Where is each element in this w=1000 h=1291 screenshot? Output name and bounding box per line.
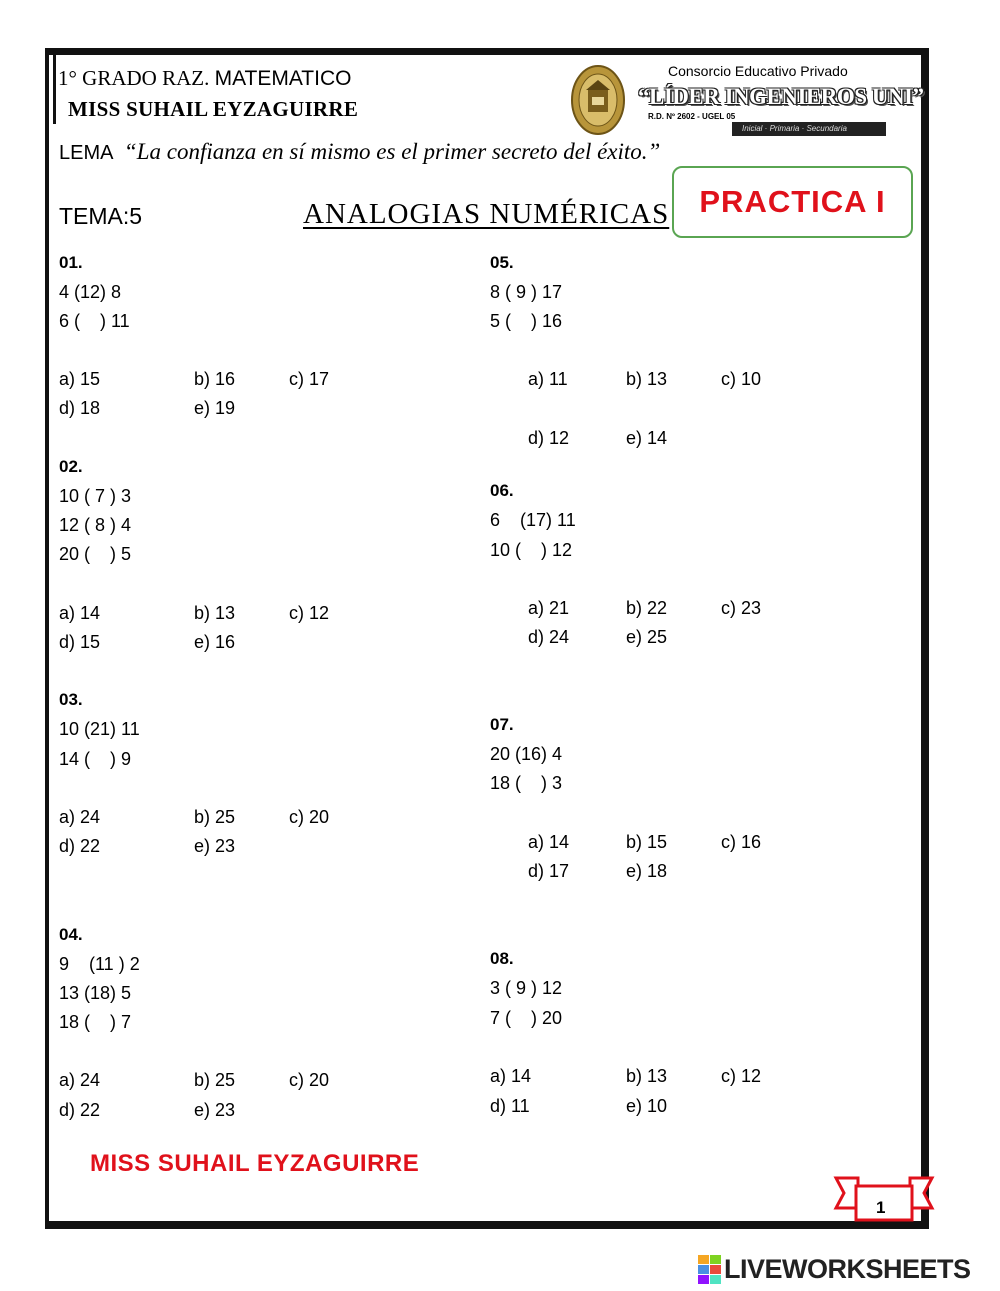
- topic-title: ANALOGIAS NUMÉRICAS: [303, 198, 670, 230]
- problem-line: 10 (21) 11: [59, 719, 140, 739]
- institution-resolution: R.D. Nº 2602 - UGEL 05: [648, 112, 736, 121]
- option-a[interactable]: a) 14: [490, 1066, 532, 1086]
- problem-line: 10 ( ) 12: [490, 540, 573, 560]
- option-c[interactable]: c) 10: [721, 369, 762, 389]
- problem-number: 06.: [490, 481, 514, 500]
- motto-label: LEMA: [59, 142, 113, 164]
- problem-line: 10 ( 7 ) 3: [59, 486, 132, 506]
- option-c[interactable]: c) 12: [721, 1066, 762, 1086]
- motto-quote: “La confianza en sí mismo es el primer secreto del éxito.”: [123, 139, 661, 164]
- footer-author: MISS SUHAIL EYZAGUIRRE: [90, 1150, 420, 1177]
- problem-line: 3 ( 9 ) 12: [490, 978, 563, 998]
- problem-number: 07.: [490, 715, 514, 734]
- option-e[interactable]: e) 16: [194, 632, 236, 652]
- grade-subject: [58, 66, 351, 91]
- liveworksheets-brand[interactable]: LIVEWORKSHEETS: [724, 1254, 971, 1284]
- teacher-name: MISS SUHAIL EYZAGUIRRE: [68, 97, 359, 121]
- option-b[interactable]: b) 22: [626, 598, 668, 618]
- problem-number: 05.: [490, 253, 514, 272]
- option-d[interactable]: d) 22: [59, 836, 101, 856]
- option-b[interactable]: b) 25: [194, 1070, 236, 1090]
- problem-number: 01.: [59, 253, 83, 272]
- page-number-ribbon: [832, 1172, 936, 1224]
- option-b[interactable]: b) 16: [194, 369, 236, 389]
- institution-tagline: Consorcio Educativo Privado: [668, 63, 848, 79]
- problem-line: 6 ( ) 11: [59, 311, 130, 331]
- problem-line: 8 ( 9 ) 17: [490, 282, 563, 302]
- option-b[interactable]: b) 13: [194, 603, 236, 623]
- option-e[interactable]: e) 10: [626, 1096, 668, 1116]
- option-a[interactable]: a) 14: [528, 832, 570, 852]
- grade-label: 1° GRADO RAZ.: [58, 66, 210, 90]
- problem-line: 20 ( ) 5: [59, 544, 132, 564]
- page-number: 1: [876, 1198, 886, 1217]
- option-c[interactable]: c) 23: [721, 598, 762, 618]
- practice-badge: PRACTICA I: [672, 166, 913, 238]
- problem-line: 20 (16) 4: [490, 744, 563, 764]
- option-e[interactable]: e) 23: [194, 836, 236, 856]
- option-c[interactable]: c) 17: [289, 369, 330, 389]
- option-b[interactable]: b) 15: [626, 832, 668, 852]
- option-d[interactable]: d) 15: [59, 632, 101, 652]
- problem-number: 02.: [59, 457, 83, 476]
- option-d[interactable]: d) 22: [59, 1100, 101, 1120]
- option-c[interactable]: c) 20: [289, 807, 330, 827]
- option-e[interactable]: e) 14: [626, 428, 668, 448]
- option-e[interactable]: e) 19: [194, 398, 236, 418]
- option-b[interactable]: b) 25: [194, 807, 236, 827]
- problem-number: 04.: [59, 925, 83, 944]
- option-b[interactable]: b) 13: [626, 1066, 668, 1086]
- problem-line: 12 ( 8 ) 4: [59, 515, 132, 535]
- topic-label: TEMA:5: [59, 203, 143, 229]
- option-d[interactable]: d) 11: [490, 1096, 530, 1116]
- problem-line: 13 (18) 5: [59, 983, 132, 1003]
- option-c[interactable]: c) 16: [721, 832, 762, 852]
- option-e[interactable]: e) 25: [626, 627, 668, 647]
- option-a[interactable]: a) 24: [59, 807, 101, 827]
- option-e[interactable]: e) 18: [626, 861, 668, 881]
- problem-line: 4 (12) 8: [59, 282, 122, 302]
- school-seal-icon: [570, 64, 626, 136]
- option-a[interactable]: a) 14: [59, 603, 101, 623]
- problem-number: 03.: [59, 690, 83, 709]
- problem-line: 7 ( ) 20: [490, 1008, 563, 1028]
- option-c[interactable]: c) 20: [289, 1070, 330, 1090]
- institution-levels: Inicial · Primaria · Secundaria: [732, 122, 886, 136]
- option-d[interactable]: d) 12: [528, 428, 570, 448]
- option-e[interactable]: e) 23: [194, 1100, 236, 1120]
- header-divider: [53, 54, 56, 124]
- option-d[interactable]: d) 17: [528, 861, 570, 881]
- problem-line: 18 ( ) 7: [59, 1012, 132, 1032]
- liveworksheets-logo-icon: [698, 1255, 722, 1285]
- motto: [59, 139, 660, 165]
- subject-label: MATEMATICO: [214, 67, 352, 90]
- option-a[interactable]: a) 15: [59, 369, 101, 389]
- option-a[interactable]: a) 11: [528, 369, 568, 389]
- option-b[interactable]: b) 13: [626, 369, 668, 389]
- problem-line: 6 (17) 11: [490, 510, 576, 530]
- institution-name: “LÍDER INGENIEROS UNI”: [638, 84, 924, 109]
- option-a[interactable]: a) 21: [528, 598, 570, 618]
- problem-line: 14 ( ) 9: [59, 749, 132, 769]
- problem-number: 08.: [490, 949, 514, 968]
- option-a[interactable]: a) 24: [59, 1070, 101, 1090]
- option-c[interactable]: c) 12: [289, 603, 330, 623]
- option-d[interactable]: d) 18: [59, 398, 101, 418]
- problem-line: 9 (11 ) 2: [59, 954, 140, 974]
- option-d[interactable]: d) 24: [528, 627, 570, 647]
- problem-line: 18 ( ) 3: [490, 773, 563, 793]
- problem-line: 5 ( ) 16: [490, 311, 563, 331]
